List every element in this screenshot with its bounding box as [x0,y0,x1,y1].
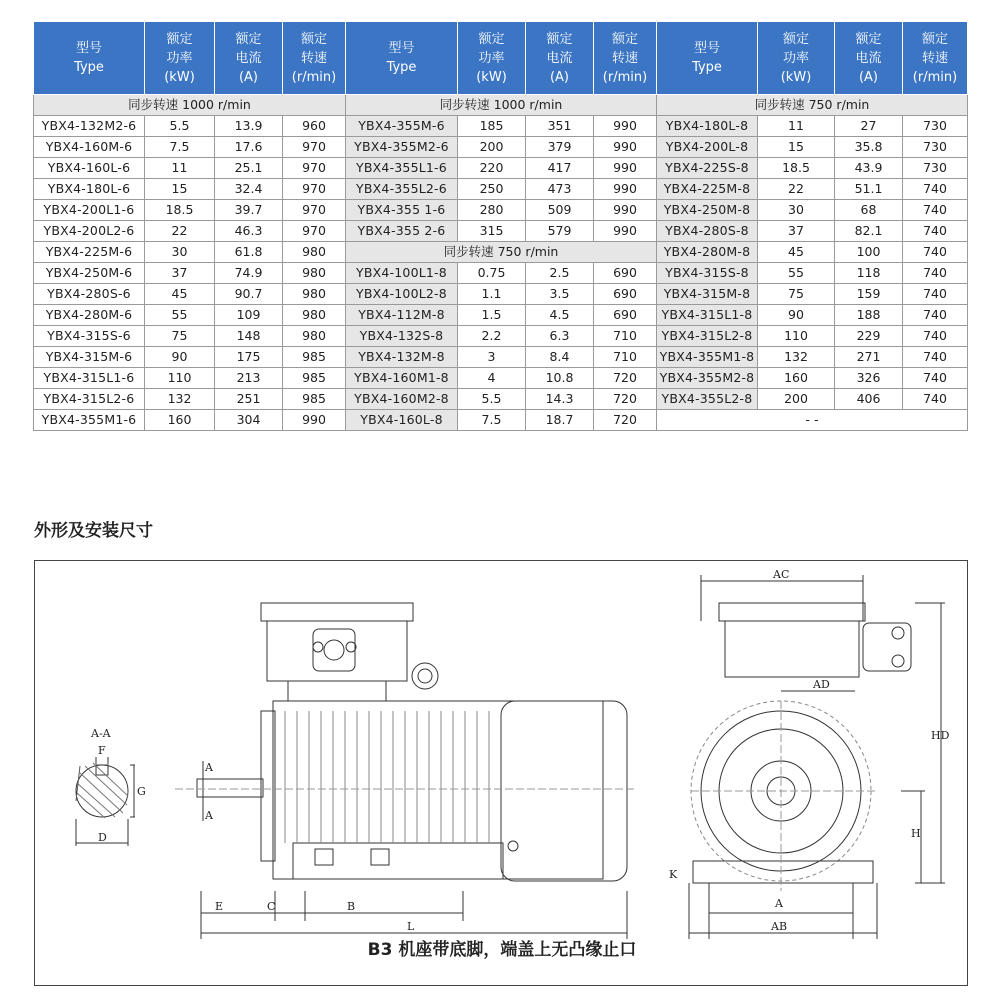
power-cell: 1.5 [458,305,526,326]
header-speed-line: 转速 [611,50,638,66]
speed-cell: 740 [903,242,968,263]
current-cell: 251 [215,389,283,410]
motor-front-view [689,575,945,939]
speed-cell: 985 [283,347,346,368]
current-cell: 39.7 [215,200,283,221]
dim-h: H [911,827,921,840]
speed-cell: 970 [283,221,346,242]
header-current-line: (A) [549,69,570,85]
model-cell: YBX4-355L1-6 [346,158,458,179]
drawing-caption: B3 机座带底脚，端盖上无凸缘止口 [367,940,637,960]
motor-drawing [35,561,969,987]
speed-cell: 730 [903,116,968,137]
power-cell: 22 [758,179,835,200]
power-cell: 160 [145,410,215,431]
model-cell: YBX4-200L2-6 [34,221,145,242]
speed-cell: 980 [283,326,346,347]
group-label: 同步转速 1000 r/min [346,95,657,116]
header-speed-line: 额定 [921,31,948,47]
speed-cell: 980 [283,242,346,263]
dim-k: K [669,868,678,881]
speed-cell: 990 [594,137,657,158]
model-cell: YBX4-355 1-6 [346,200,458,221]
current-cell: 188 [835,305,903,326]
power-cell: 45 [145,284,215,305]
model-cell: YBX4-315L1-8 [657,305,758,326]
dim-aa: A-A [91,727,111,740]
power-cell: 18.5 [145,200,215,221]
speed-cell: 690 [594,284,657,305]
header-speed-line: 额定 [300,31,327,47]
power-cell: 5.5 [145,116,215,137]
speed-cell: 740 [903,221,968,242]
model-cell: YBX4-315S-8 [657,263,758,284]
power-cell: 250 [458,179,526,200]
current-cell: 4.5 [526,305,594,326]
model-cell: YBX4-280M-8 [657,242,758,263]
table-row [34,284,968,305]
current-cell: 159 [835,284,903,305]
current-cell: 32.4 [215,179,283,200]
dim-ad: AD [813,678,830,691]
power-cell: 15 [145,179,215,200]
speed-cell: 740 [903,368,968,389]
model-cell: YBX4-315L2-6 [34,389,145,410]
model-cell: YBX4-315M-8 [657,284,758,305]
current-cell: 109 [215,305,283,326]
table-row [34,326,968,347]
header-power [145,22,215,95]
current-cell: 43.9 [835,158,903,179]
power-cell: 3 [458,347,526,368]
current-cell: 27 [835,116,903,137]
power-cell: 5.5 [458,389,526,410]
dim-c: C [267,900,276,913]
current-cell: 46.3 [215,221,283,242]
current-cell: 61.8 [215,242,283,263]
current-cell: 229 [835,326,903,347]
speed-cell: 985 [283,389,346,410]
dim-ac: AC [773,568,790,581]
current-cell: 118 [835,263,903,284]
header-power-line: 功率 [782,50,809,66]
power-cell: 132 [758,347,835,368]
power-cell: 75 [758,284,835,305]
header-current-line: (A) [238,69,259,85]
power-cell: 315 [458,221,526,242]
dimension-drawing [34,560,968,986]
header-power [458,22,526,95]
current-cell: 3.5 [526,284,594,305]
model-cell: YBX4-355L2-8 [657,389,758,410]
current-cell: 379 [526,137,594,158]
current-cell: 351 [526,116,594,137]
model-cell: YBX4-250M-8 [657,200,758,221]
current-cell: 90.7 [215,284,283,305]
current-cell: 406 [835,389,903,410]
model-cell: YBX4-315L2-8 [657,326,758,347]
power-cell: 1.1 [458,284,526,305]
current-cell: 271 [835,347,903,368]
speed-cell: 980 [283,263,346,284]
table-row [34,242,968,263]
dim-e: E [215,900,224,913]
power-cell: 0.75 [458,263,526,284]
header-current-line: 电流 [235,50,262,66]
speed-cell: 960 [283,116,346,137]
header-speed [903,22,968,95]
model-cell: YBX4-225M-6 [34,242,145,263]
current-cell: 6.3 [526,326,594,347]
empty-cell: - - [657,410,968,431]
dimension-labels [90,568,950,933]
header-power-line: (kW) [164,69,195,85]
speed-cell: 985 [283,368,346,389]
speed-cell: 730 [903,158,968,179]
speed-cell: 990 [594,116,657,137]
model-cell: YBX4-355M-6 [346,116,458,137]
model-cell: YBX4-225S-8 [657,158,758,179]
model-cell: YBX4-132M-8 [346,347,458,368]
power-cell: 30 [145,242,215,263]
header-type [346,22,458,95]
speed-cell: 990 [594,200,657,221]
model-cell: YBX4-315L1-6 [34,368,145,389]
dim-f: F [98,744,106,757]
dim-a-mark-bottom: A [205,809,213,822]
power-cell: 75 [145,326,215,347]
table-row [34,95,968,116]
current-cell: 304 [215,410,283,431]
table-row [34,116,968,137]
power-cell: 185 [458,116,526,137]
header-type-line: 型号 [75,41,102,56]
table-row [34,368,968,389]
current-cell: 82.1 [835,221,903,242]
current-cell: 100 [835,242,903,263]
header-row [34,22,968,95]
speed-cell: 740 [903,347,968,368]
model-cell: YBX4-132S-8 [346,326,458,347]
header-speed-line: 转速 [921,50,948,66]
header-speed-line: (r/min) [291,69,337,85]
speed-cell: 970 [283,179,346,200]
header-power-line: 额定 [166,31,193,47]
motor-side-view [175,603,635,939]
current-cell: 14.3 [526,389,594,410]
table-row [34,179,968,200]
power-cell: 37 [758,221,835,242]
model-cell: YBX4-100L2-8 [346,284,458,305]
current-cell: 175 [215,347,283,368]
header-current [526,22,594,95]
current-cell: 8.4 [526,347,594,368]
header-type-line: Type [74,60,104,75]
header-current-line: (A) [858,69,879,85]
header-current [215,22,283,95]
power-cell: 55 [145,305,215,326]
header-type [657,22,758,95]
table-row [34,221,968,242]
table-row [34,347,968,368]
model-cell: YBX4-160L-8 [346,410,458,431]
speed-cell: 740 [903,305,968,326]
power-cell: 90 [145,347,215,368]
dim-d: D [98,831,107,844]
speed-cell: 970 [283,137,346,158]
header-type-line: 型号 [388,41,415,56]
current-cell: 13.9 [215,116,283,137]
current-cell: 417 [526,158,594,179]
current-cell: 51.1 [835,179,903,200]
power-cell: 280 [458,200,526,221]
model-cell: YBX4-180L-6 [34,179,145,200]
dim-l: L [407,920,415,933]
header-current-line: 额定 [546,31,573,47]
header-speed [283,22,346,95]
speed-cell: 970 [283,158,346,179]
current-cell: 25.1 [215,158,283,179]
speed-cell: 710 [594,326,657,347]
header-power-line: (kW) [476,69,507,85]
model-cell: YBX4-160M1-8 [346,368,458,389]
header-current-line: 额定 [235,31,262,47]
group-label: 同步转速 1000 r/min [34,95,346,116]
speed-cell: 990 [594,158,657,179]
header-current-line: 额定 [855,31,882,47]
speed-cell: 710 [594,347,657,368]
model-cell: YBX4-280S-6 [34,284,145,305]
speed-cell: 720 [594,410,657,431]
current-cell: 68 [835,200,903,221]
header-current [835,22,903,95]
header-type [34,22,145,95]
power-cell: 220 [458,158,526,179]
current-cell: 10.8 [526,368,594,389]
table-row [34,263,968,284]
model-cell: YBX4-315S-6 [34,326,145,347]
dim-g: G [137,785,146,798]
header-speed-line: (r/min) [912,69,958,85]
spec-table [33,21,968,431]
speed-cell: 740 [903,389,968,410]
header-current-line: 电流 [546,50,573,66]
header-power-line: 功率 [478,50,505,66]
current-cell: 18.7 [526,410,594,431]
speed-cell: 980 [283,305,346,326]
power-cell: 22 [145,221,215,242]
model-cell: YBX4-160L-6 [34,158,145,179]
speed-cell: 980 [283,284,346,305]
header-type-line: Type [386,60,417,75]
dim-b: B [347,900,356,913]
speed-cell: 990 [283,410,346,431]
speed-cell: 970 [283,200,346,221]
table-row [34,410,968,431]
model-cell: YBX4-160M-6 [34,137,145,158]
header-power-line: 功率 [166,50,193,66]
power-cell: 4 [458,368,526,389]
power-cell: 132 [145,389,215,410]
power-cell: 45 [758,242,835,263]
model-cell: YBX4-315M-6 [34,347,145,368]
speed-cell: 740 [903,284,968,305]
speed-cell: 990 [594,179,657,200]
model-cell: YBX4-355L2-6 [346,179,458,200]
speed-cell: 990 [594,221,657,242]
model-cell: YBX4-200L1-6 [34,200,145,221]
model-cell: YBX4-100L1-8 [346,263,458,284]
current-cell: 2.5 [526,263,594,284]
table-row [34,200,968,221]
power-cell: 37 [145,263,215,284]
header-current-line: 电流 [855,50,882,66]
speed-cell: 740 [903,179,968,200]
model-cell: YBX4-250M-6 [34,263,145,284]
current-cell: 17.6 [215,137,283,158]
speed-cell: 720 [594,389,657,410]
table-row [34,389,968,410]
speed-cell: 730 [903,137,968,158]
speed-cell: 740 [903,326,968,347]
model-cell: YBX4-355M2-6 [346,137,458,158]
power-cell: 200 [458,137,526,158]
model-cell: YBX4-355M1-8 [657,347,758,368]
current-cell: 213 [215,368,283,389]
power-cell: 18.5 [758,158,835,179]
power-cell: 200 [758,389,835,410]
header-power-line: 额定 [782,31,809,47]
dim-a-mark-top: A [205,761,213,774]
header-power-line: (kW) [780,69,812,85]
model-cell: YBX4-180L-8 [657,116,758,137]
model-cell: YBX4-112M-8 [346,305,458,326]
header-speed-line: 转速 [300,50,327,66]
table-row [34,158,968,179]
power-cell: 11 [758,116,835,137]
dim-hd: HD [931,729,950,742]
current-cell: 579 [526,221,594,242]
model-cell: YBX4-280M-6 [34,305,145,326]
model-cell: YBX4-200L-8 [657,137,758,158]
power-cell: 30 [758,200,835,221]
power-cell: 7.5 [458,410,526,431]
model-cell: YBX4-132M2-6 [34,116,145,137]
speed-cell: 740 [903,263,968,284]
power-cell: 2.2 [458,326,526,347]
speed-cell: 740 [903,200,968,221]
header-type-line: Type [692,60,722,75]
table-row [34,305,968,326]
speed-cell: 720 [594,368,657,389]
current-cell: 509 [526,200,594,221]
model-cell: YBX4-355M1-6 [34,410,145,431]
current-cell: 74.9 [215,263,283,284]
model-cell: YBX4-355M2-8 [657,368,758,389]
header-power [758,22,835,95]
current-cell: 35.8 [835,137,903,158]
power-cell: 110 [758,326,835,347]
model-cell: YBX4-160M2-8 [346,389,458,410]
header-power-line: 额定 [478,31,505,47]
header-speed [594,22,657,95]
section-title: 外形及安装尺寸 [34,521,153,541]
power-cell: 110 [145,368,215,389]
power-cell: 15 [758,137,835,158]
table-row [34,137,968,158]
group-label: 同步转速 750 r/min [346,242,657,263]
header-type-line: 型号 [693,41,720,56]
power-cell: 160 [758,368,835,389]
current-cell: 148 [215,326,283,347]
current-cell: 326 [835,368,903,389]
speed-cell: 690 [594,263,657,284]
power-cell: 90 [758,305,835,326]
power-cell: 7.5 [145,137,215,158]
dim-a: A [775,897,783,910]
power-cell: 11 [145,158,215,179]
power-cell: 55 [758,263,835,284]
model-cell: YBX4-355 2-6 [346,221,458,242]
header-speed-line: 额定 [611,31,638,47]
group-label: 同步转速 750 r/min [657,95,968,116]
dim-ab: AB [771,920,788,933]
speed-cell: 690 [594,305,657,326]
current-cell: 473 [526,179,594,200]
model-cell: YBX4-225M-8 [657,179,758,200]
header-speed-line: (r/min) [602,69,648,85]
model-cell: YBX4-280S-8 [657,221,758,242]
